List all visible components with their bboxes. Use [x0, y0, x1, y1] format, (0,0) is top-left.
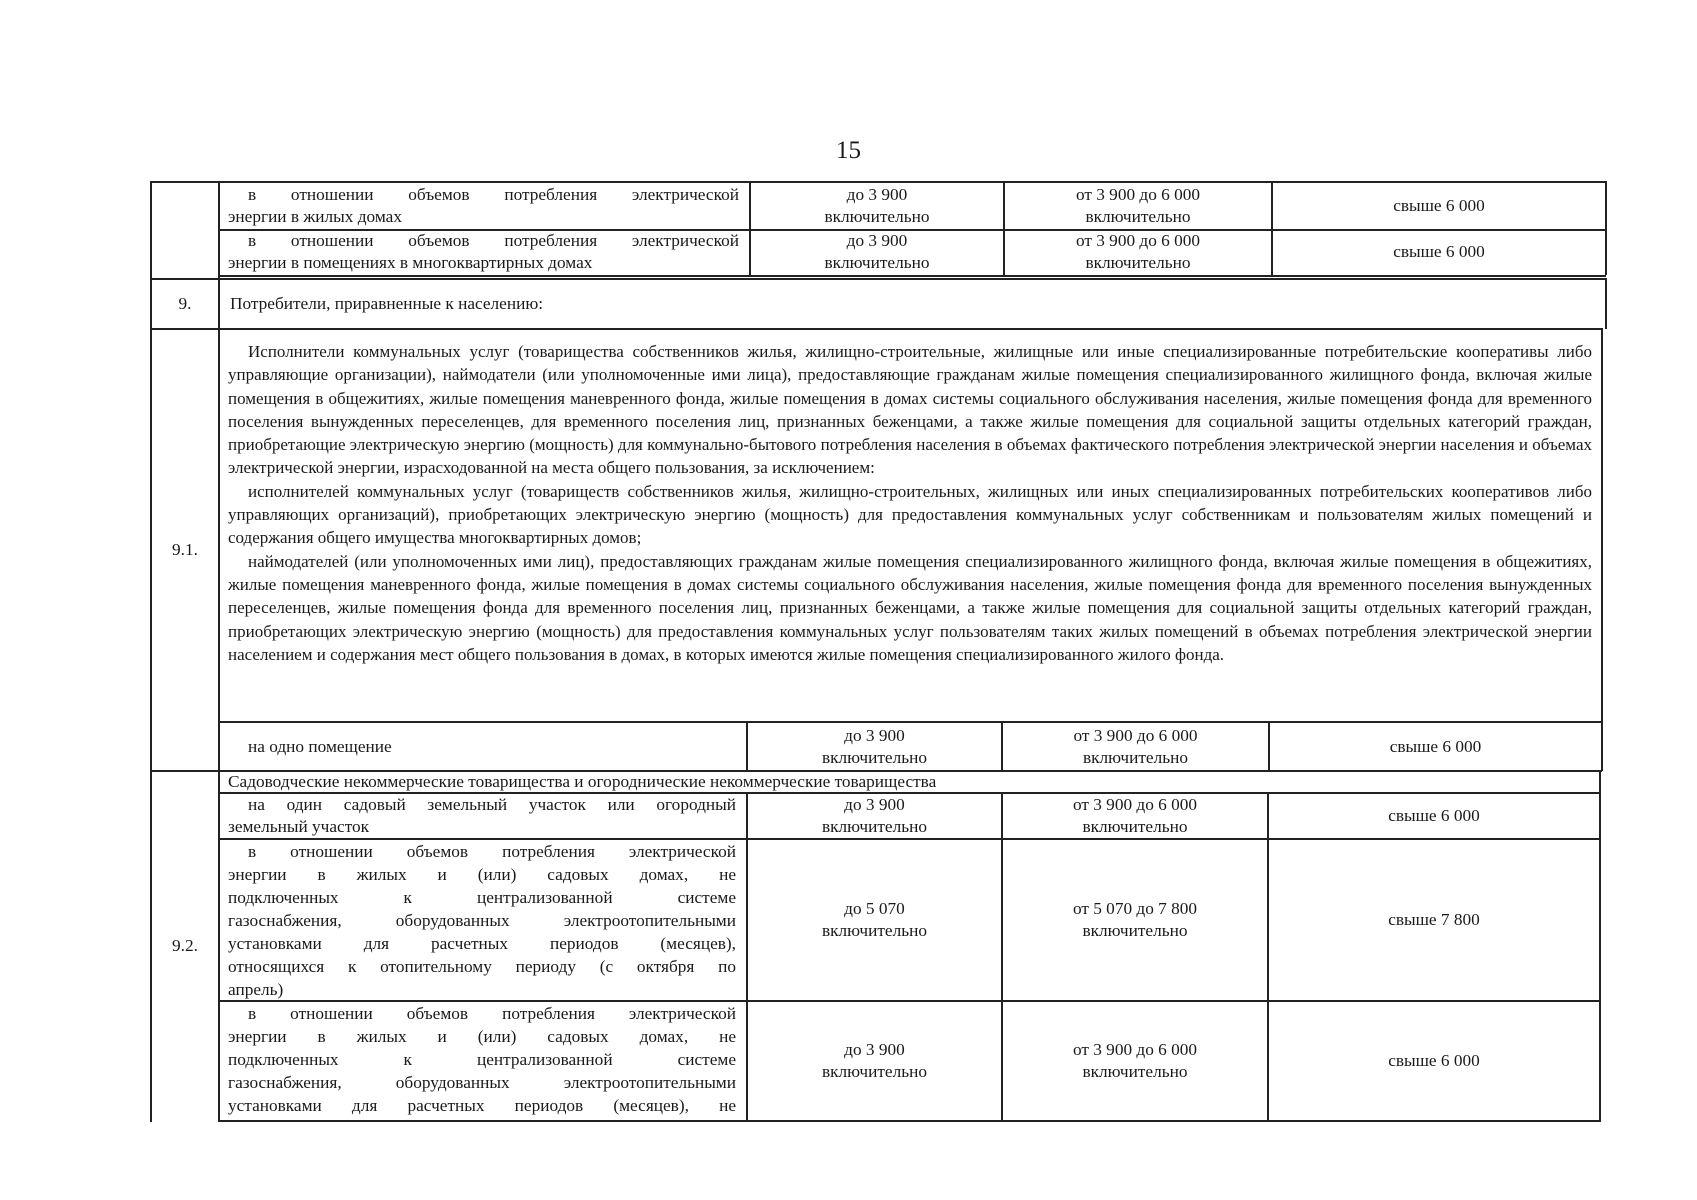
row-line-top [150, 181, 1606, 183]
row-description [228, 1002, 736, 1117]
paragraph: исполнителей коммунальных услуг (товариществ собственников жилья, жилищно-строительных, жилищных или иных специализированных потребительских кооперативов либо управляющих организаций), приобретающих электрическую энергию (мощность) для предоставления коммунальных услуг собственникам и пользователям жилых помещений и содержания общего имущества многоквартирных домов; [228, 481, 1592, 548]
tariff-range-1 [751, 184, 1003, 228]
tariff-inclusive: включительно [1082, 817, 1188, 836]
tariff-range-3 [1270, 723, 1601, 770]
tariff-range-3 [1273, 184, 1605, 228]
section-title: Потребители, приравненные к населению: [230, 293, 544, 313]
description-line: энергии в жилых и (или) садовых домах, не [228, 865, 736, 884]
tariff-value: свыше 6 000 [1393, 196, 1485, 215]
tariff-value: свыше 7 800 [1388, 910, 1480, 929]
tariff-inclusive: включительно [1085, 253, 1191, 272]
tariff-range-3 [1269, 1002, 1599, 1120]
tariff-value: до 3 900 [846, 185, 908, 204]
tariff-inclusive: включительно [822, 747, 927, 767]
description-line: энергии в помещениях в многоквартирных домах [228, 253, 593, 272]
description-line: в отношении объемов потребления электрической [248, 231, 739, 250]
description-line: в отношении объемов потребления электрической [248, 1004, 736, 1023]
tariff-range-2 [1003, 723, 1268, 770]
tariff-value: свыше 6 000 [1393, 242, 1485, 261]
tariff-range-1 [751, 230, 1003, 274]
tariff-value: от 3 900 до 6 000 [1072, 1040, 1198, 1059]
description-line: установками для расчетных периодов (месяцев), [228, 934, 736, 953]
description-line: газоснабжения, оборудованных электроотопительными [228, 1073, 736, 1092]
description-line: подключенных к централизованной системе [228, 888, 736, 907]
tariff-value: от 3 900 до 6 000 [1072, 795, 1198, 814]
tariff-range-2 [1005, 184, 1271, 228]
row-number: 9.1. [172, 540, 198, 559]
description-line: энергии в жилых домах [228, 207, 402, 226]
row-line-bottom [218, 1120, 1600, 1122]
tariff-inclusive: включительно [822, 817, 927, 836]
tariff-inclusive: включительно [1083, 747, 1188, 767]
table-border-right-9 [1605, 278, 1607, 329]
tariff-inclusive: включительно [1082, 921, 1188, 940]
section-title: Садоводческие некоммерческие товарищества и огороднические некоммерческие товарищества [228, 772, 937, 791]
tariff-range-2 [1003, 794, 1267, 838]
tariff-range-3 [1269, 794, 1599, 838]
tariff-value: свыше 6 000 [1388, 806, 1480, 825]
tariff-range-2 [1005, 230, 1271, 274]
row-description [228, 840, 736, 1001]
description-line: подключенных к централизованной системе [228, 1050, 736, 1069]
row-number: 9.2. [172, 936, 198, 955]
description-line: апрель) [228, 980, 284, 999]
tariff-range-3 [1273, 230, 1605, 274]
description-line: в отношении объемов потребления электрической [248, 185, 739, 204]
paragraph: наймодателей (или уполномоченных ими лиц), предоставляющих гражданам жилые помещения специализированного жилищного фонда, включая жилые помещения в общежитиях, жилые помещения маневренного фонда, жилые помещения в домах системы социального обслуживания населения, жилые помещения фонда для временного поселения вынужденных переселенцев, жилые помещения фонда для временного поселения лиц, признанных беженцами, а также жилые помещения для социальной защиты отдельных категорий граждан, приобретающих электрическую энергию (мощность) для предоставления коммунальных услуг пользователям таких жилых помещений в объемах потребления электрической энергии населением и содержания мест общего пользования в домах, в которых имеются жилые помещения специализированного жилого фонда. [228, 551, 1592, 664]
tariff-range-2 [1003, 1002, 1267, 1120]
tariff-value: до 5 070 [844, 899, 905, 918]
description-line: энергии в жилых и (или) садовых домах, не [228, 1027, 736, 1046]
table-border-right-top [1605, 181, 1607, 275]
tariff-value: до 3 900 [846, 231, 908, 250]
row-description [228, 184, 739, 228]
paragraph: Исполнители коммунальных услуг (товарищества собственников жилья, жилищно-строительные, жилищные или иные специализированные потребительские кооперативы либо управляющие организации), наймодатели (или уполномоченные ими лица), предоставляющие гражданам жилые помещения специализированного жилищного фонда, включая жилые помещения в общежитиях, жилые помещения маневренного фонда, жилые помещения в домах системы социального обслуживания населения, жилые помещения фонда для временного поселения вынужденных переселенцев, для временного поселения лиц, признанных беженцами, а также жилые помещения для социальной защиты отдельных категорий граждан, приобретающие электрическую энергию (мощность) для коммунально-бытового потребления населения в объемах фактического потребления электрической энергии населения и объемах электрической энергии, израсходованной на места общего пользования, за исключением: [228, 342, 1592, 478]
tariff-inclusive: включительно [824, 253, 930, 272]
tariff-range-3 [1269, 840, 1599, 1000]
description-line: на один садовый земельный участок или огородный [248, 795, 736, 814]
tariff-inclusive: включительно [824, 207, 930, 226]
tariff-value: от 3 900 до 6 000 [1075, 231, 1201, 250]
description-line: газоснабжения, оборудованных электроотопительными [228, 911, 736, 930]
tariff-value: свыше 6 000 [1388, 1051, 1480, 1070]
tariff-value: от 3 900 до 6 000 [1073, 725, 1198, 745]
row-description: на одно помещение [248, 736, 392, 756]
tariff-inclusive: включительно [822, 921, 927, 940]
tariff-range-2 [1003, 840, 1267, 1000]
tariff-value: до 3 900 [844, 725, 905, 745]
tariff-range-1 [748, 1002, 1001, 1120]
tariff-value: от 3 900 до 6 000 [1075, 185, 1201, 204]
tariff-range-1 [748, 723, 1001, 770]
tariff-value: до 3 900 [844, 795, 905, 814]
tariff-range-1 [748, 840, 1001, 1000]
tariff-inclusive: включительно [822, 1062, 927, 1081]
page-number: 15 [836, 137, 861, 164]
row-description [228, 230, 739, 274]
tariff-inclusive: включительно [1085, 207, 1191, 226]
col-divider-1 [218, 181, 220, 1122]
tariff-value: от 5 070 до 7 800 [1072, 899, 1198, 918]
tariff-range-1 [748, 794, 1001, 838]
row-line-r2 [218, 275, 1606, 277]
row-line-9 [150, 328, 1603, 330]
description-line: в отношении объемов потребления электрической [248, 842, 736, 861]
tariff-inclusive: включительно [1082, 1062, 1188, 1081]
row-description [228, 794, 736, 838]
table-border-right-91 [1601, 329, 1603, 771]
description-line: относящихся к отопительному периоду (с октября по [228, 957, 736, 976]
tariff-value: свыше 6 000 [1389, 736, 1482, 756]
description-line: установками для расчетных периодов (месяцев), не [228, 1096, 736, 1115]
table-border-right-92 [1599, 771, 1601, 1122]
tariff-value: до 3 900 [844, 1040, 905, 1059]
section-text [228, 340, 1592, 666]
description-line: земельный участок [228, 817, 370, 836]
row-number: 9. [178, 293, 192, 313]
